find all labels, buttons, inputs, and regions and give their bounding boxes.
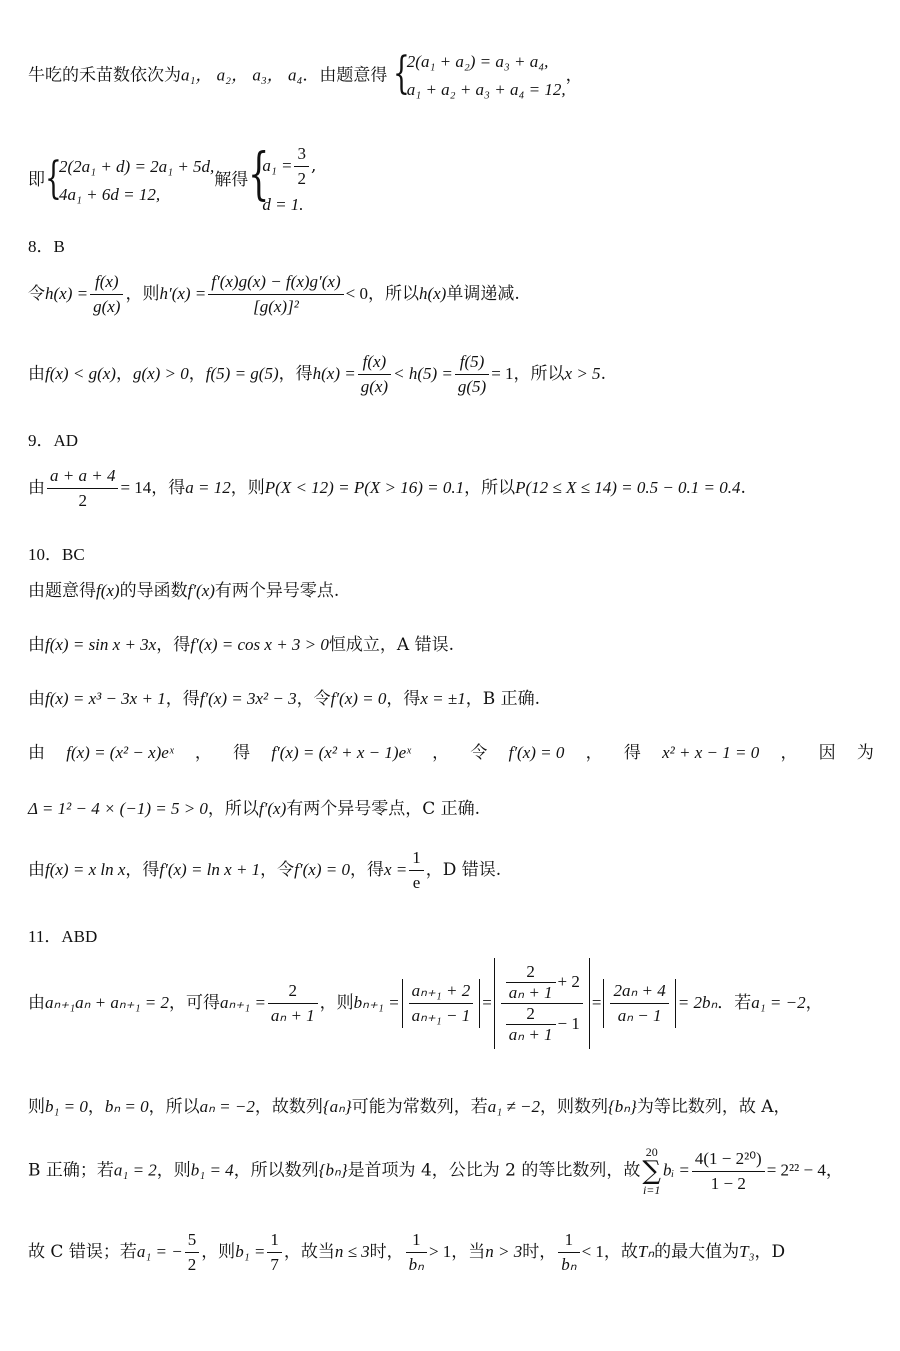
math: P(X < 12) = P(X > 16) = 0.1 [264, 478, 465, 497]
text: 解得 [214, 170, 249, 190]
text: ，所以 [464, 478, 516, 498]
numerator: f′(x)g(x) − f(x)g′(x) [208, 270, 343, 295]
math: h(x) [418, 284, 447, 303]
numerator: f(x) [90, 270, 123, 295]
math: a₁ = 2 [113, 1160, 157, 1180]
math: h(x) = [312, 364, 356, 383]
answer-11: 11．ABD [28, 927, 98, 946]
text: ， [87, 1097, 105, 1117]
text: 的导函数 [119, 581, 188, 601]
solution-system [248, 142, 316, 219]
text: 时， [522, 1242, 557, 1262]
denominator: aₙ + 1 [508, 1025, 553, 1044]
math: f′(x) = 3x² − 3 [199, 689, 297, 708]
text: 令 [470, 743, 488, 763]
numerator: 2aₙ + 4 [610, 979, 668, 1004]
text: . [600, 364, 606, 384]
math: Tₙ [637, 1242, 655, 1261]
q10-line-3 [28, 688, 874, 710]
fraction [692, 1147, 765, 1196]
text: ，所以 [207, 799, 259, 819]
math: f(x) [96, 581, 120, 600]
math: x = ±1 [420, 689, 466, 708]
fraction [455, 350, 489, 399]
text: ，则 [201, 1242, 236, 1262]
text: 故 C 错误；若 [28, 1242, 137, 1262]
math: h(x) = [45, 284, 89, 303]
numerator: 1 [267, 1228, 282, 1253]
math: P(12 ≤ X ≤ 14) = 0.5 − 0.1 = 0.4 [515, 478, 741, 497]
math: n ≤ 3 [334, 1242, 370, 1261]
math: bᵢ = [662, 1160, 690, 1180]
math: < h(5) = [393, 364, 453, 383]
math: < 1 [581, 1242, 604, 1261]
text: 有两个异号零点，C 正确. [286, 799, 481, 819]
denominator: 7 [270, 1255, 279, 1274]
math: n > 3 [485, 1242, 523, 1261]
text: ，则 [125, 284, 160, 304]
fraction [268, 979, 318, 1028]
text: 是首项为 4，公比为 2 的等比数列，故 [347, 1160, 641, 1181]
math: = [591, 993, 602, 1012]
fraction [409, 979, 474, 1028]
denominator: g(x) [360, 377, 389, 396]
text: 有两个异号零点. [214, 581, 340, 601]
math: a₁ = − [136, 1242, 183, 1261]
q11-line-1 [28, 958, 874, 1049]
fraction [294, 142, 309, 191]
q10-line-1 [28, 580, 874, 602]
math: f(5) = g(5) [205, 364, 279, 383]
math: {bₙ} [318, 1160, 348, 1180]
text: 单调递减. [446, 284, 520, 304]
math: b₁ = 0 [45, 1097, 88, 1116]
fraction [267, 1228, 282, 1277]
text: ，所以 [513, 364, 565, 384]
text: ，得 [386, 689, 421, 709]
denominator [501, 1004, 583, 1045]
math: > 1 [428, 1242, 452, 1261]
math: f(x) = (x² − x)eˣ [66, 743, 174, 762]
numerator: 1 [409, 846, 424, 871]
text: ，可得 [169, 993, 221, 1013]
text: ，D [754, 1242, 786, 1262]
answer-8: 8．B [28, 237, 65, 256]
equation-system [45, 153, 214, 209]
answer-9: 9．AD [28, 431, 79, 450]
math: a = 12 [185, 478, 231, 497]
denominator: bₙ [561, 1255, 577, 1274]
text: ，得 [125, 860, 160, 880]
text: ，则 [319, 993, 354, 1013]
text: 由 [28, 635, 45, 655]
math: f′(x) = 0 [508, 743, 565, 762]
math: = [482, 993, 492, 1012]
text: 则 [28, 1097, 45, 1117]
text: 得 [623, 743, 641, 763]
compound-fraction [501, 962, 583, 1045]
numerator: 2 [506, 962, 556, 983]
math: T₃ [739, 1242, 755, 1261]
math: f(x) < g(x) [45, 364, 116, 383]
denominator: 1 − 2 [710, 1173, 746, 1193]
math: g(x) > 0 [132, 364, 189, 383]
text: 即 [28, 170, 45, 190]
text: ，故当 [283, 1242, 335, 1262]
upper-limit: 20 [645, 1145, 658, 1159]
q11-line-3 [28, 1146, 874, 1196]
fraction [506, 1004, 556, 1045]
brace: { [248, 142, 270, 207]
math: f′(x) = 0 [294, 860, 350, 879]
denominator: e [412, 873, 421, 892]
text: 得 [233, 743, 251, 763]
text: 由 [28, 364, 45, 384]
row: d = 1. [262, 195, 304, 214]
text: ， [825, 1160, 843, 1181]
math: {bₙ} [607, 1097, 637, 1116]
math: aₙ₊₁ = [220, 993, 266, 1012]
fraction [47, 464, 118, 513]
row: a₁ + a₂ + a₃ + a₄ = 12, [406, 80, 566, 99]
q9-line-1 [28, 464, 874, 513]
text: 由 [28, 743, 45, 763]
text: ， [565, 65, 583, 86]
math: bₙ₊₁ = [353, 993, 400, 1012]
row: 2(a₁ + a₂) = a₃ + a₄, [406, 52, 549, 71]
numerator [501, 962, 583, 1004]
brace: { [392, 48, 410, 99]
text: 因 [818, 743, 836, 763]
denominator: 2 [78, 491, 87, 510]
text: ，令 [260, 860, 295, 880]
q10-line-5 [28, 798, 874, 820]
text: ，则 [230, 478, 265, 498]
q7-line-1 [28, 48, 874, 104]
text: 令 [28, 284, 45, 304]
denominator: aₙ − 1 [617, 1006, 662, 1025]
numerator: 1 [406, 1228, 427, 1253]
math: x² + x − 1 = 0 [662, 743, 760, 762]
text: 时， [369, 1242, 404, 1262]
q8-line-2 [28, 350, 874, 399]
text: 由 [28, 689, 45, 709]
math: aₙ = −2 [199, 1097, 255, 1116]
absolute-value [603, 979, 675, 1028]
text: ， [780, 743, 798, 763]
text: B 正确；若 [28, 1160, 114, 1181]
text: 的最大值为 [654, 1242, 740, 1262]
fraction [558, 1228, 579, 1277]
sigma: ∑ [642, 1156, 661, 1186]
q8-line-1 [28, 270, 874, 319]
numerator: 1 [558, 1228, 579, 1253]
math: aₙ₊₁aₙ + aₙ₊₁ = 2 [45, 993, 170, 1012]
text: ，得 [278, 364, 313, 384]
fraction [506, 962, 556, 1003]
math: + 2 [557, 972, 580, 991]
text: 由 [28, 478, 45, 498]
denominator: 2 [297, 169, 306, 188]
fraction [358, 350, 391, 399]
text: 由 [28, 860, 45, 880]
math: b₁ = 4 [190, 1160, 234, 1180]
math: f′(x) [187, 581, 215, 600]
math: x > 5 [564, 364, 601, 383]
denominator: g(x) [93, 297, 121, 316]
answer-10: 10．BC [28, 545, 85, 564]
text: ， [188, 364, 206, 384]
fraction [185, 1228, 200, 1277]
text: ，D 错误. [425, 860, 502, 880]
text: . [740, 478, 746, 498]
text: 由题意得 [28, 581, 96, 601]
text: ，则数列 [539, 1097, 608, 1117]
text: ，得 [156, 635, 191, 655]
math: − 1 [557, 1014, 580, 1033]
denominator: aₙ + 1 [270, 1006, 315, 1025]
text: ，故数列 [254, 1097, 323, 1117]
text: ，B 正确. [465, 689, 541, 709]
math: {aₙ} [322, 1097, 352, 1116]
summation [642, 1146, 661, 1196]
text: ，所以 [148, 1097, 200, 1117]
text: ，则 [156, 1160, 191, 1181]
text: 可能为常数列，若 [351, 1097, 488, 1117]
math: = 2bₙ [677, 993, 718, 1012]
text: ，故 [603, 1242, 638, 1262]
text: 为等比数列，故 A， [636, 1097, 791, 1117]
denominator: 2 [187, 1255, 197, 1274]
math: x = [383, 860, 408, 879]
equation-system [393, 48, 566, 104]
q11-line-4 [28, 1228, 874, 1277]
denominator: bₙ [408, 1255, 424, 1274]
math: < 0 [345, 284, 368, 303]
text: ，令 [296, 689, 331, 709]
math: Δ = 1² − 4 × (−1) = 5 > 0 [28, 799, 208, 818]
math: f(x) = x³ − 3x + 1 [45, 689, 166, 708]
math: f(x) = sin x + 3x [45, 635, 157, 654]
math: a₁ ≠ −2 [487, 1097, 540, 1116]
numerator: 2 [506, 1004, 556, 1025]
math: a₁ = −2 [751, 993, 806, 1012]
fraction [409, 846, 424, 895]
math: b₁ = [235, 1242, 266, 1261]
q11-line-2 [28, 1096, 874, 1118]
text: 恒成立，A 错误. [328, 635, 454, 655]
denominator: [g(x)]² [253, 297, 299, 316]
brace: { [45, 152, 62, 204]
math: h′(x) = [159, 284, 207, 303]
row: 2(2a₁ + d) = 2a₁ + 5d, [59, 156, 215, 176]
math: = 2²² − 4 [766, 1160, 826, 1180]
math: = 14 [120, 478, 152, 497]
text: 由 [28, 993, 45, 1013]
denominator: g(5) [457, 377, 487, 396]
numerator: aₙ₊₁ + 2 [409, 979, 474, 1004]
math: f′(x) = (x² + x − 1)eˣ [271, 743, 411, 762]
q10-line-6 [28, 846, 874, 895]
row: a₁ = $\frac{3}{2}$ , [262, 142, 316, 191]
numerator: f(x) [358, 350, 391, 375]
text: ，当 [451, 1242, 486, 1262]
math: f′(x) [258, 799, 287, 818]
math: f(x) = x ln x [45, 860, 126, 879]
fraction [90, 270, 123, 319]
text: ，得 [151, 478, 186, 498]
denominator: aₙ + 1 [508, 983, 553, 1002]
fraction [406, 1228, 427, 1277]
text: ，得 [349, 860, 384, 880]
fraction [208, 270, 343, 319]
numerator: 5 [185, 1228, 200, 1253]
math: a₁ = [262, 156, 293, 175]
text: ， [115, 364, 133, 384]
math: = 1 [491, 364, 514, 383]
math: f′(x) = cos x + 3 > 0 [190, 635, 329, 654]
text: ， [194, 743, 212, 763]
numerator: 4(1 − 2²⁰) [692, 1147, 765, 1172]
text: ， [805, 993, 823, 1013]
math: bₙ = 0 [104, 1097, 149, 1116]
math: f′(x) = ln x + 1 [159, 860, 261, 879]
numerator: a + a + 4 [47, 464, 118, 489]
numerator: 3 [294, 142, 309, 167]
text: ，得 [165, 689, 200, 709]
text: ， [585, 743, 603, 763]
numerator: f(5) [455, 350, 489, 375]
q10-line-4 [28, 742, 874, 764]
absolute-value [402, 979, 481, 1028]
text: ．由题意得 [302, 65, 388, 86]
text: ，所以 [367, 284, 419, 304]
absolute-value [494, 958, 590, 1049]
text: 牛吃的禾苗数依次为 [28, 65, 181, 86]
text: 为 [856, 743, 874, 763]
math: a₁， a₂， a₃， a₄ [181, 65, 303, 85]
fraction [610, 979, 668, 1028]
q7-line-2 [28, 142, 874, 219]
text: ．若 [717, 993, 752, 1013]
numerator: 2 [268, 979, 318, 1004]
text: ， [432, 743, 450, 763]
text: ，所以数列 [233, 1160, 319, 1181]
math: f′(x) = 0 [330, 689, 387, 708]
row: 4a₁ + 6d = 12, [59, 184, 161, 204]
denominator: aₙ₊₁ − 1 [411, 1006, 471, 1025]
q10-line-2 [28, 634, 874, 656]
lower-limit: i=1 [642, 1183, 661, 1197]
